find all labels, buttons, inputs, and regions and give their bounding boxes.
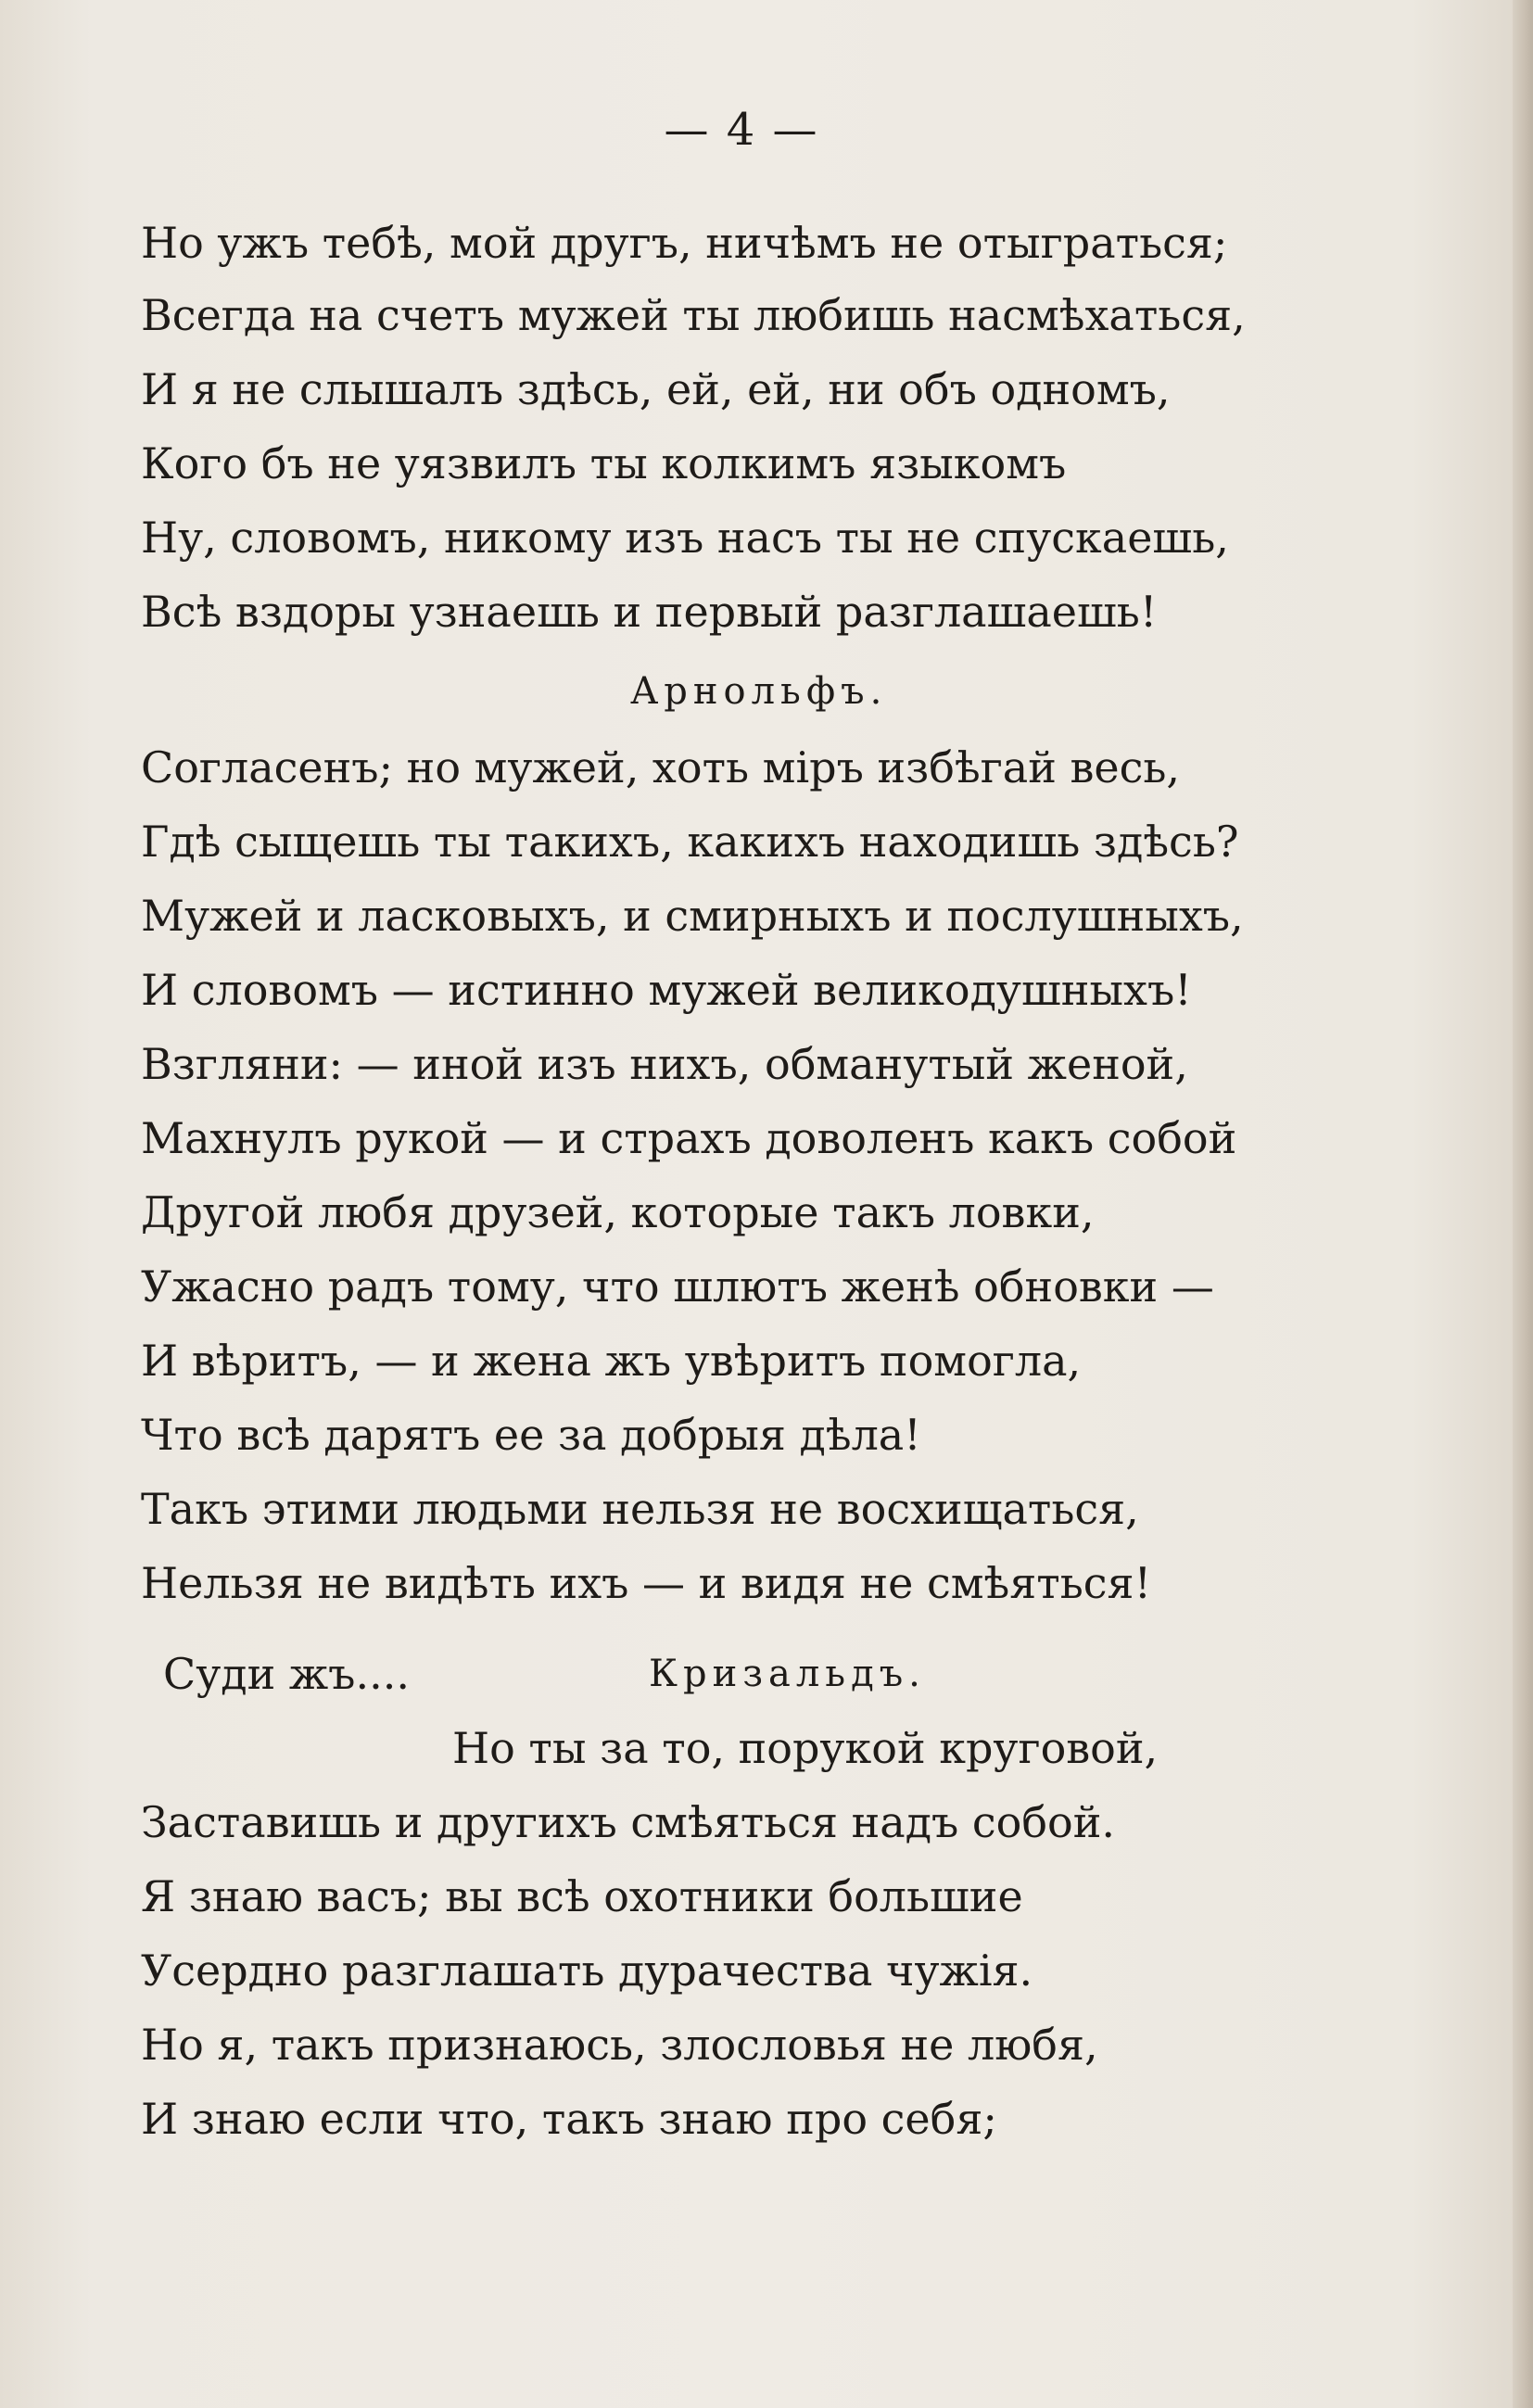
speaker-name: Кризальдъ. [649, 1653, 926, 1695]
verse-line: Но ужъ тебѣ, мой другъ, ничѣмъ не отыграться; [141, 218, 1228, 268]
verse-line: Другой любя друзей, которые такъ ловки, [141, 1187, 1095, 1237]
verse-line: Но я, такъ признаюсь, злословья не любя, [141, 2020, 1098, 2070]
verse-line: Я знаю васъ; вы всѣ охотники большие [141, 1871, 1023, 1921]
speaker-name: Арнольфъ. [630, 670, 888, 713]
verse-line: Гдѣ сыщешь ты такихъ, какихъ находишь здѣсь? [141, 817, 1239, 867]
verse-line: Мужей и ласковыхъ, и смирныхъ и послушныхъ, [141, 891, 1244, 941]
verse-line: Согласенъ; но мужей, хоть міръ избѣгай весь, [141, 742, 1181, 792]
verse-line: Ужасно радъ тому, что шлютъ женѣ обновки — [141, 1261, 1214, 1312]
verse-line: Что всѣ дарятъ ее за добрыя дѣла! [141, 1410, 921, 1460]
verse-line: И вѣритъ, — и жена жъ увѣритъ помогла, [141, 1336, 1082, 1386]
verse-line: Всѣ вздоры узнаешь и первый разглашаешь! [141, 587, 1158, 637]
verse-line: Всегда на счетъ мужей ты любишь насмѣхаться, [141, 290, 1246, 340]
verse-line: Махнулъ рукой — и страхъ доволенъ какъ собой [141, 1113, 1237, 1163]
verse-line: Взгляни: — иной изъ нихъ, обманутый женой, [141, 1039, 1188, 1089]
page-edge [1513, 0, 1533, 2408]
verse-line: Ну, словомъ, никому изъ насъ ты не спускаешь, [141, 513, 1229, 563]
verse-line: И словомъ — истинно мужей великодушныхъ! [141, 965, 1192, 1015]
verse-line: Но ты за то, порукой круговой, [452, 1723, 1159, 1773]
verse-line: Суди жъ.... [163, 1649, 410, 1699]
verse-line: Усердно разглашать дурачества чужія. [141, 1945, 1033, 1996]
verse-line: Заставишь и другихъ смѣяться надъ собой. [141, 1797, 1116, 1847]
verse-line: И я не слышалъ здѣсь, ей, ей, ни объ одномъ, [141, 364, 1171, 414]
page-number: — 4 — [664, 104, 819, 156]
verse-line: И знаю если что, такъ знаю про себя; [141, 2094, 997, 2144]
verse-line: Нельзя не видѣть ихъ — и видя не смѣяться! [141, 1558, 1152, 1608]
verse-line: Кого бъ не уязвилъ ты колкимъ языкомъ [141, 438, 1067, 488]
verse-line: Такъ этими людьми нельзя не восхищаться, [141, 1484, 1139, 1534]
